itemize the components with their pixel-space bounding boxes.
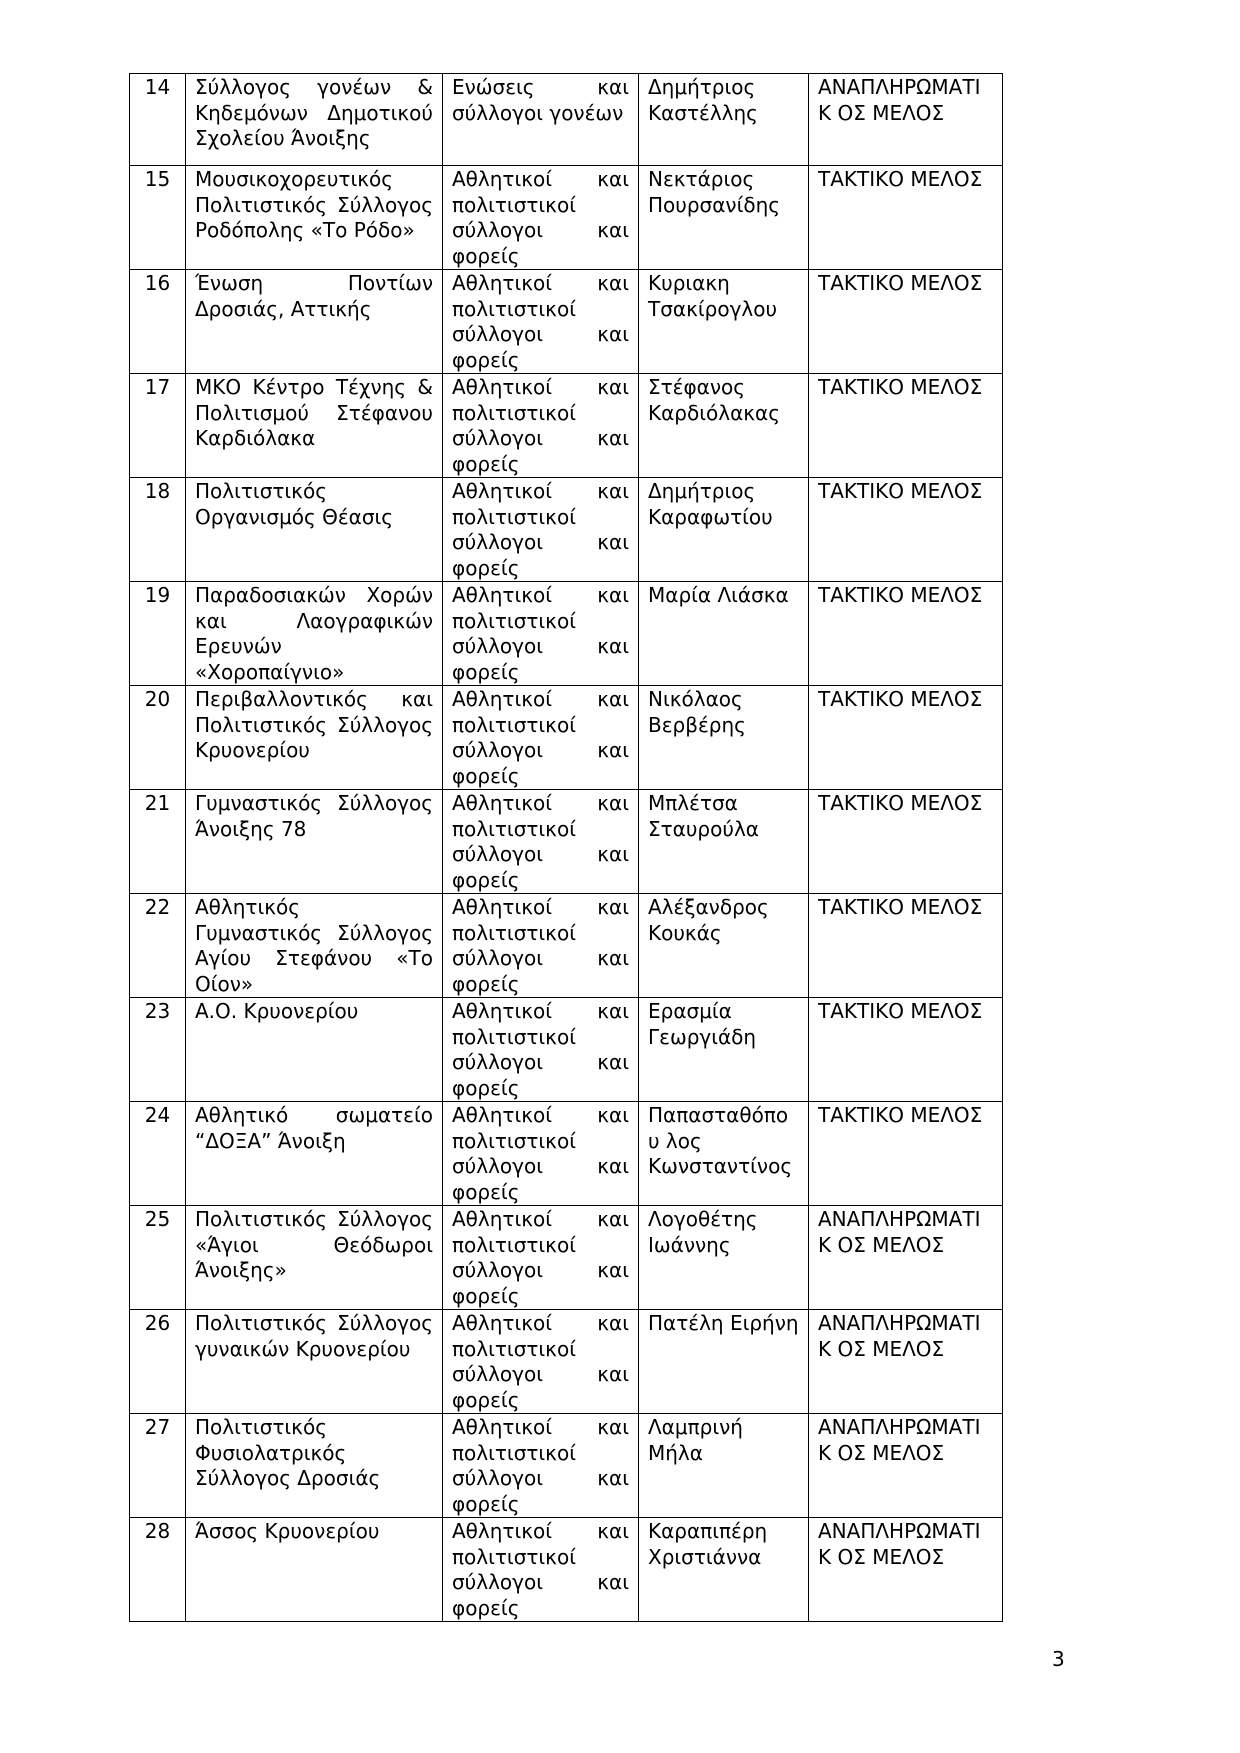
representative-name: Μπλέτσα Σταυρούλα — [639, 790, 809, 894]
members-table — [129, 73, 1003, 1622]
organization-category: Αθλητικοί και πολιτιστικοί σύλλογοι και φορείς — [443, 894, 639, 998]
table-row — [130, 894, 1003, 998]
table-row — [130, 582, 1003, 686]
organization-name: Άσσος Κρυονερίου — [186, 1518, 443, 1622]
table-row — [130, 166, 1003, 270]
organization-name: Μουσικοχορευτικός Πολιτιστικός Σύλλογος Ροδόπολης «Το Ρόδο» — [186, 166, 443, 270]
organization-category: Αθλητικοί και πολιτιστικοί σύλλογοι και φορείς — [443, 790, 639, 894]
organization-category: Αθλητικοί και πολιτιστικοί σύλλογοι και φορείς — [443, 686, 639, 790]
representative-name: Κυριακη Τσακίρογλου — [639, 270, 809, 374]
organization-category: Αθλητικοί και πολιτιστικοί σύλλογοι και φορείς — [443, 1102, 639, 1206]
row-number: 20 — [130, 686, 186, 790]
members-table-body — [130, 74, 1003, 1622]
table-row — [130, 998, 1003, 1102]
representative-name: Νεκτάριος Πουρσανίδης — [639, 166, 809, 270]
row-number: 22 — [130, 894, 186, 998]
representative-name: Ερασμία Γεωργιάδη — [639, 998, 809, 1102]
table-row — [130, 1518, 1003, 1622]
row-number: 18 — [130, 478, 186, 582]
table-row — [130, 374, 1003, 478]
membership-type: ΑΝΑΠΛΗΡΩΜΑΤΙΚ ΟΣ ΜΕΛΟΣ — [809, 1206, 1003, 1310]
row-number: 17 — [130, 374, 186, 478]
page-number: 3 — [1052, 1647, 1065, 1671]
row-number: 19 — [130, 582, 186, 686]
membership-type: ΤΑΚΤΙΚΟ ΜΕΛΟΣ — [809, 478, 1003, 582]
row-number: 16 — [130, 270, 186, 374]
organization-category: Αθλητικοί και πολιτιστικοί σύλλογοι και φορείς — [443, 270, 639, 374]
organization-category: Αθλητικοί και πολιτιστικοί σύλλογοι και φορείς — [443, 582, 639, 686]
representative-name: Παπασταθόπου λος Κωνσταντίνος — [639, 1102, 809, 1206]
organization-category: Αθλητικοί και πολιτιστικοί σύλλογοι και φορείς — [443, 374, 639, 478]
organization-name: Περιβαλλοντικός και Πολιτιστικός Σύλλογος Κρυονερίου — [186, 686, 443, 790]
row-number: 15 — [130, 166, 186, 270]
organization-name: Παραδοσιακών Χορών και Λαογραφικών Ερευνών «Χοροπαίγνιο» — [186, 582, 443, 686]
organization-name: Πολιτιστικός Σύλλογος «Άγιοι Θεόδωροι Άνοιξης» — [186, 1206, 443, 1310]
row-number: 14 — [130, 74, 186, 166]
organization-category: Αθλητικοί και πολιτιστικοί σύλλογοι και φορείς — [443, 166, 639, 270]
organization-name: Σύλλογος γονέων & Κηδεμόνων Δημοτικού Σχολείου Άνοιξης — [186, 74, 443, 166]
table-row — [130, 790, 1003, 894]
membership-type: ΤΑΚΤΙΚΟ ΜΕΛΟΣ — [809, 166, 1003, 270]
organization-category: Αθλητικοί και πολιτιστικοί σύλλογοι και φορείς — [443, 478, 639, 582]
organization-name: ΜΚΟ Κέντρο Τέχνης & Πολιτισμού Στέφανου Καρδιόλακα — [186, 374, 443, 478]
membership-type: ΑΝΑΠΛΗΡΩΜΑΤΙΚ ΟΣ ΜΕΛΟΣ — [809, 74, 1003, 166]
membership-type: ΤΑΚΤΙΚΟ ΜΕΛΟΣ — [809, 374, 1003, 478]
table-row — [130, 74, 1003, 166]
membership-type: ΤΑΚΤΙΚΟ ΜΕΛΟΣ — [809, 998, 1003, 1102]
representative-name: Καραπιπέρη Χριστιάννα — [639, 1518, 809, 1622]
organization-category: Αθλητικοί και πολιτιστικοί σύλλογοι και φορείς — [443, 1518, 639, 1622]
organization-category: Ενώσεις και σύλλογοι γονέων — [443, 74, 639, 166]
membership-type: ΤΑΚΤΙΚΟ ΜΕΛΟΣ — [809, 790, 1003, 894]
organization-category: Αθλητικοί και πολιτιστικοί σύλλογοι και φορείς — [443, 998, 639, 1102]
organization-name: Ένωση Ποντίων Δροσιάς, Αττικής — [186, 270, 443, 374]
representative-name: Αλέξανδρος Κουκάς — [639, 894, 809, 998]
row-number: 26 — [130, 1310, 186, 1414]
representative-name: Μαρία Λιάσκα — [639, 582, 809, 686]
representative-name: Δημήτριος Καστέλλης — [639, 74, 809, 166]
row-number: 25 — [130, 1206, 186, 1310]
membership-type: ΤΑΚΤΙΚΟ ΜΕΛΟΣ — [809, 894, 1003, 998]
organization-category: Αθλητικοί και πολιτιστικοί σύλλογοι και φορείς — [443, 1206, 639, 1310]
organization-name: Πολιτιστικός Σύλλογος γυναικών Κρυονερίου — [186, 1310, 443, 1414]
row-number: 24 — [130, 1102, 186, 1206]
organization-category: Αθλητικοί και πολιτιστικοί σύλλογοι και φορείς — [443, 1310, 639, 1414]
table-row — [130, 1102, 1003, 1206]
organization-name: Πολιτιστικός Οργανισμός Θέασις — [186, 478, 443, 582]
membership-type: ΑΝΑΠΛΗΡΩΜΑΤΙΚ ΟΣ ΜΕΛΟΣ — [809, 1310, 1003, 1414]
membership-type: ΑΝΑΠΛΗΡΩΜΑΤΙΚ ΟΣ ΜΕΛΟΣ — [809, 1414, 1003, 1518]
table-row — [130, 1310, 1003, 1414]
membership-type: ΑΝΑΠΛΗΡΩΜΑΤΙΚ ΟΣ ΜΕΛΟΣ — [809, 1518, 1003, 1622]
organization-name: Α.Ο. Κρυονερίου — [186, 998, 443, 1102]
representative-name: Λογοθέτης Ιωάννης — [639, 1206, 809, 1310]
table-row — [130, 1206, 1003, 1310]
table-row — [130, 1414, 1003, 1518]
representative-name: Λαμπρινή Μήλα — [639, 1414, 809, 1518]
row-number: 28 — [130, 1518, 186, 1622]
membership-type: ΤΑΚΤΙΚΟ ΜΕΛΟΣ — [809, 686, 1003, 790]
table-row — [130, 478, 1003, 582]
representative-name: Στέφανος Καρδιόλακας — [639, 374, 809, 478]
organization-name: Γυμναστικός Σύλλογος Άνοιξης 78 — [186, 790, 443, 894]
organization-name: Αθλητικός Γυμναστικός Σύλλογος Αγίου Στεφάνου «Το Οίον» — [186, 894, 443, 998]
row-number: 27 — [130, 1414, 186, 1518]
row-number: 23 — [130, 998, 186, 1102]
membership-type: ΤΑΚΤΙΚΟ ΜΕΛΟΣ — [809, 270, 1003, 374]
organization-name: Πολιτιστικός Φυσιολατρικός Σύλλογος Δροσιάς — [186, 1414, 443, 1518]
table-row — [130, 270, 1003, 374]
row-number: 21 — [130, 790, 186, 894]
organization-category: Αθλητικοί και πολιτιστικοί σύλλογοι και φορείς — [443, 1414, 639, 1518]
membership-type: ΤΑΚΤΙΚΟ ΜΕΛΟΣ — [809, 1102, 1003, 1206]
representative-name: Νικόλαος Βερβέρης — [639, 686, 809, 790]
representative-name: Δημήτριος Καραφωτίου — [639, 478, 809, 582]
representative-name: Πατέλη Ειρήνη — [639, 1310, 809, 1414]
organization-name: Αθλητικό σωματείο “ΔΟΞΑ” Άνοιξη — [186, 1102, 443, 1206]
membership-type: ΤΑΚΤΙΚΟ ΜΕΛΟΣ — [809, 582, 1003, 686]
table-row — [130, 686, 1003, 790]
